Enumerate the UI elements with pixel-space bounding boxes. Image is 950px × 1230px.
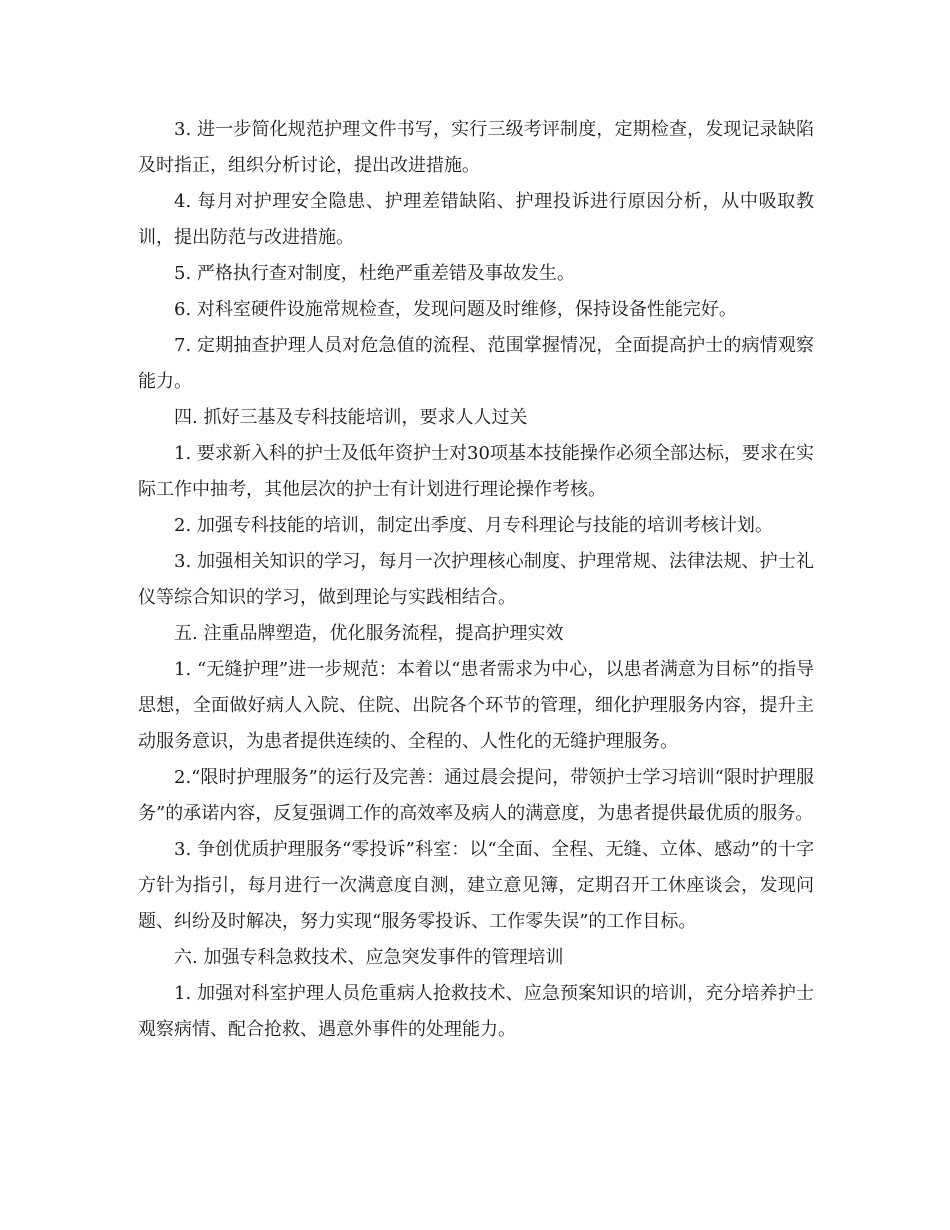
paragraph-6-hardware: 6. 对科室硬件设施常规检查，发现问题及时维修，保持设备性能完好。 xyxy=(174,299,737,320)
paragraph-3-zero-complaint: 3. 争创优质护理服务“零投诉”科室：以“全面、全程、无缝、立体、感动”的十字方针为指引，每月进行一次满意度自测，建立意见簿，定期召开工休座谈会，发现问题、纠纷及时解决，努力实现“服务零投诉、工作零失误”的工作目标。 xyxy=(138,839,814,932)
paragraph-7-critical: 7. 定期抽查护理人员对危急值的流程、范围掌握情况，全面提高护士的病情观察能力。 xyxy=(138,335,814,392)
paragraph-4-safety: 4. 每月对护理安全隐患、护理差错缺陷、护理投诉进行原因分析，从中吸取教训，提出防范与改进措施。 xyxy=(138,191,814,248)
paragraph-2-timed: 2.“限时护理服务”的运行及完善：通过晨会提问，带领护士学习培训“限时护理服务”的承诺内容，反复强调工作的高效率及病人的满意度，为患者提供最优质的服务。 xyxy=(138,767,814,824)
paragraph-1-seamless: 1. “无缝护理”进一步规范：本着以“患者需求为中心，以患者满意为目标”的指导思想，全面做好病人入院、住院、出院各个环节的管理，细化护理服务内容，提升主动服务意识，为患者提供连续的、全程的、人性化的无缝护理服务。 xyxy=(138,659,814,752)
paragraph-1-emergency: 1. 加强对科室护理人员危重病人抢救技术、应急预案知识的培训，充分培养护士观察病情、配合抢救、遇意外事件的处理能力。 xyxy=(138,983,814,1040)
section-heading-4: 四. 抓好三基及专科技能培训，要求人人过关 xyxy=(174,407,528,428)
document-body xyxy=(138,112,814,1048)
paragraph-5-check: 5. 严格执行查对制度，杜绝严重差错及事故发生。 xyxy=(174,263,575,284)
paragraph-2-training: 2. 加强专科技能的培训，制定出季度、月专科理论与技能的培训考核计划。 xyxy=(174,515,773,536)
section-heading-6: 六. 加强专科急救技术、应急突发事件的管理培训 xyxy=(174,947,564,968)
paragraph-1-skills: 1. 要求新入科的护士及低年资护士对30项基本技能操作必须全部达标，要求在实际工作中抽考，其他层次的护士有计划进行理论操作考核。 xyxy=(138,443,814,500)
section-heading-5: 五. 注重品牌塑造，优化服务流程，提高护理实效 xyxy=(174,623,564,644)
paragraph-3-record: 3. 进一步简化规范护理文件书写，实行三级考评制度，定期检查，发现记录缺陷及时指正，组织分析讨论，提出改进措施。 xyxy=(138,119,814,176)
paragraph-3-knowledge: 3. 加强相关知识的学习，每月一次护理核心制度、护理常规、法律法规、护士礼仪等综合知识的学习，做到理论与实践相结合。 xyxy=(138,551,814,608)
